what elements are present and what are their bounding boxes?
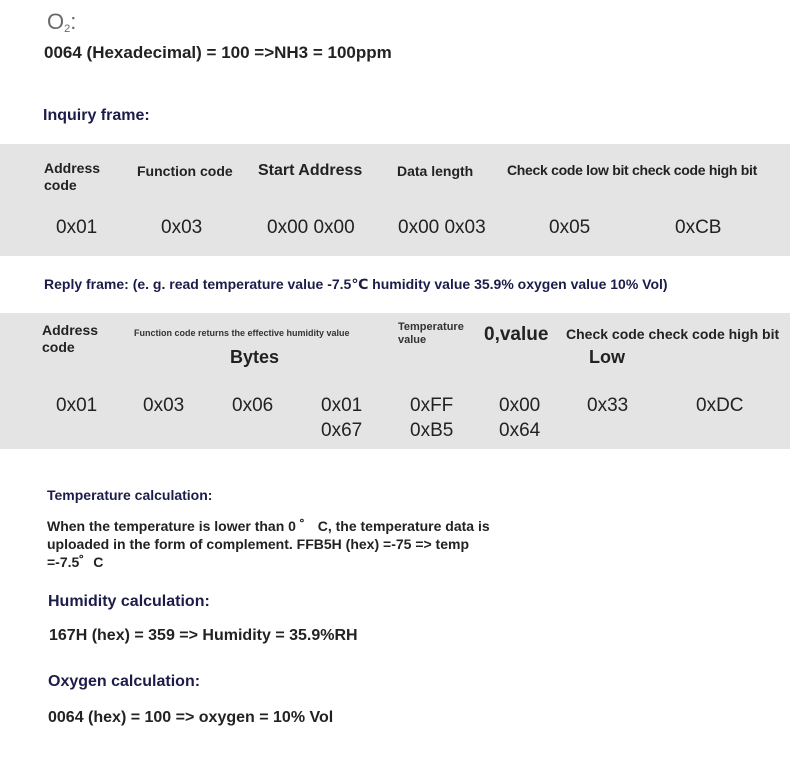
reply-col-temperature-value: Temperature value: [398, 321, 464, 346]
reply-value-humidity-2: 0x67: [321, 420, 363, 441]
reply-value-oxygen-1: 0x00: [499, 395, 541, 416]
inquiry-col-address-code: Address code: [44, 160, 101, 193]
reply-frame-table: [0, 313, 790, 449]
inquiry-value-start-address: 0x00 0x00: [267, 217, 355, 238]
inquiry-col-start-address: Start Address: [258, 162, 363, 179]
reply-col-low: Low: [589, 347, 625, 367]
reply-value-function: 0x03: [143, 395, 185, 416]
o2-label-sub: 2: [64, 23, 71, 35]
reply-frame-heading: Reply frame: (e. g. read temperature value -7.5℃ humidity value 35.9% oxygen value 10% Vol): [44, 276, 668, 292]
reply-value-humidity-1: 0x01: [321, 395, 363, 416]
inquiry-value-address: 0x01: [56, 217, 98, 238]
inquiry-value-data-length: 0x00 0x03: [398, 217, 486, 238]
inquiry-col-check-code: Check code low bit check code high bit: [507, 162, 757, 178]
inquiry-frame-table: [0, 144, 790, 256]
inquiry-value-check-low: 0x05: [549, 217, 591, 238]
humidity-calc-value: 167H (hex) = 359 => Humidity = 35.9%RH: [49, 627, 358, 644]
reply-col-function-code: Function code returns the effective humidity value: [134, 328, 350, 338]
inquiry-value-check-high: 0xCB: [675, 217, 722, 238]
reply-value-check-high: 0xDC: [696, 395, 744, 416]
temperature-calc-body: When the temperature is lower than 0 ゜ C, the temperature data is uploaded in the form of complement. FFB5H (hex) =-75 => temp =-7.5゜C: [47, 518, 490, 570]
inquiry-col-function-code: Function code: [137, 163, 233, 179]
reply-value-oxygen-2: 0x64: [499, 420, 541, 441]
o2-label: [47, 9, 76, 35]
o2-label-colon: :: [70, 9, 77, 34]
temperature-calc-heading: Temperature calculation:: [47, 487, 213, 503]
reply-value-address: 0x01: [56, 395, 98, 416]
reply-value-check-low: 0x33: [587, 395, 629, 416]
reply-value-temperature-2: 0xB5: [410, 420, 454, 441]
reply-col-address-code: Address code: [42, 322, 99, 355]
hex-conversion-line: 0064 (Hexadecimal) = 100 =>NH3 = 100ppm: [44, 43, 392, 62]
reply-col-zero-value: 0,value: [484, 324, 549, 345]
reply-col-bytes: Bytes: [230, 347, 280, 367]
inquiry-col-data-length: Data length: [397, 163, 474, 179]
reply-col-check-code: Check code check code high bit: [566, 326, 780, 342]
o2-label-main: O: [47, 9, 65, 34]
humidity-calc-heading: Humidity calculation:: [48, 593, 210, 610]
inquiry-value-function: 0x03: [161, 217, 203, 238]
inquiry-frame-heading: Inquiry frame:: [43, 107, 150, 124]
oxygen-calc-heading: Oxygen calculation:: [48, 673, 201, 690]
reply-value-bytes: 0x06: [232, 395, 274, 416]
reply-value-temperature-1: 0xFF: [410, 395, 454, 416]
oxygen-calc-value: 0064 (hex) = 100 => oxygen = 10% Vol: [48, 709, 334, 726]
